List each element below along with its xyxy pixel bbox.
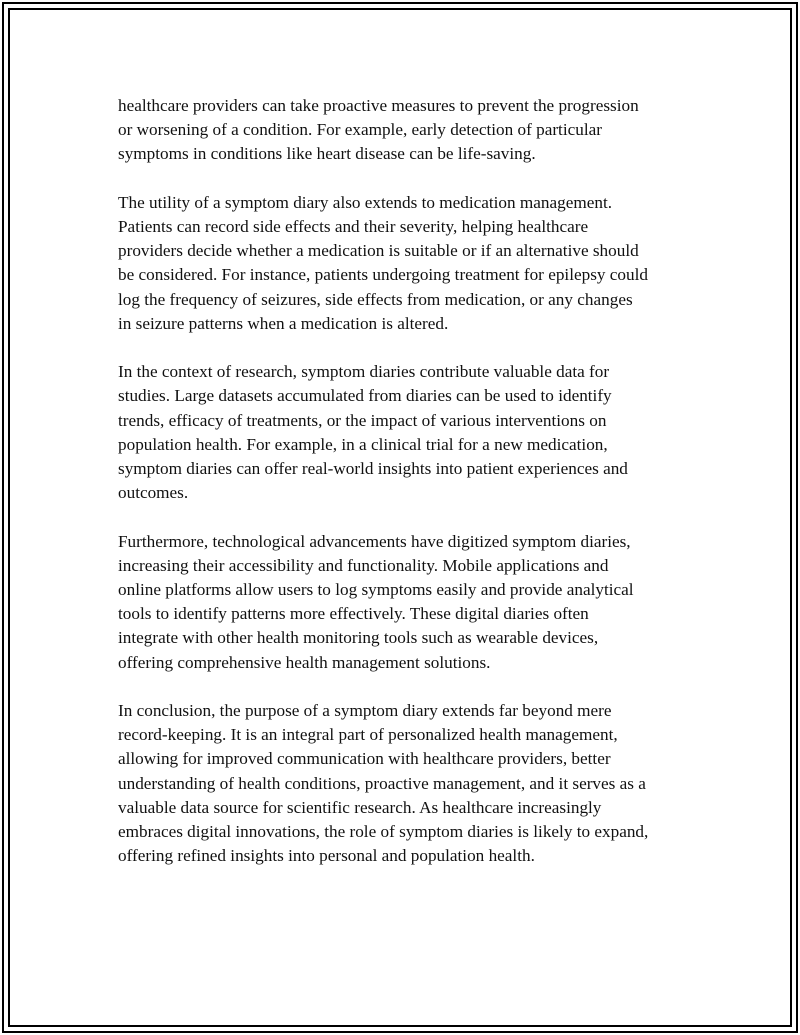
paragraph-early-detection: healthcare providers can take proactive measures to prevent the progression or worsening of a condition. For example, early detection of particular symptoms in conditions like heart disease can be life-saving. xyxy=(118,96,639,164)
document-body xyxy=(118,94,690,893)
paragraph-conclusion: In conclusion, the purpose of a symptom diary extends far beyond mere record-keeping. It is an integral part of personalized health management, allowing for improved communication with healthcare providers, better understanding of health conditions, proactive management, and it serves as a valuable data source for scientific research. As healthcare increasingly embraces digital innovations, the role of symptom diaries is likely to expand, offering refined insights into personal and population health. xyxy=(118,701,649,866)
paragraph-research: In the context of research, symptom diaries contribute valuable data for studies. Large datasets accumulated from diaries can be used to identify trends, efficacy of treatments, or the impact of various interventions on population health. For example, in a clinical trial for a new medication, symptom diaries can offer real-world insights into patient experiences and outcomes. xyxy=(118,362,628,503)
paragraph-technology: Furthermore, technological advancements have digitized symptom diaries, increasing their accessibility and functionality. Mobile applications and online platforms allow users to log symptoms easily and provide analytical tools to identify patterns more effectively. These digital diaries often integrate with other health monitoring tools such as wearable devices, offering comprehensive health management solutions. xyxy=(118,531,634,672)
paragraph-medication-management: The utility of a symptom diary also extends to medication management. Patients can record side effects and their severity, helping healthcare providers decide whether a medication is suitable or if an alternative should be considered. For instance, patients undergoing treatment for epilepsy could log the frequency of seizures, side effects from medication, or any changes in seizure patterns when a medication is altered. xyxy=(118,192,648,333)
